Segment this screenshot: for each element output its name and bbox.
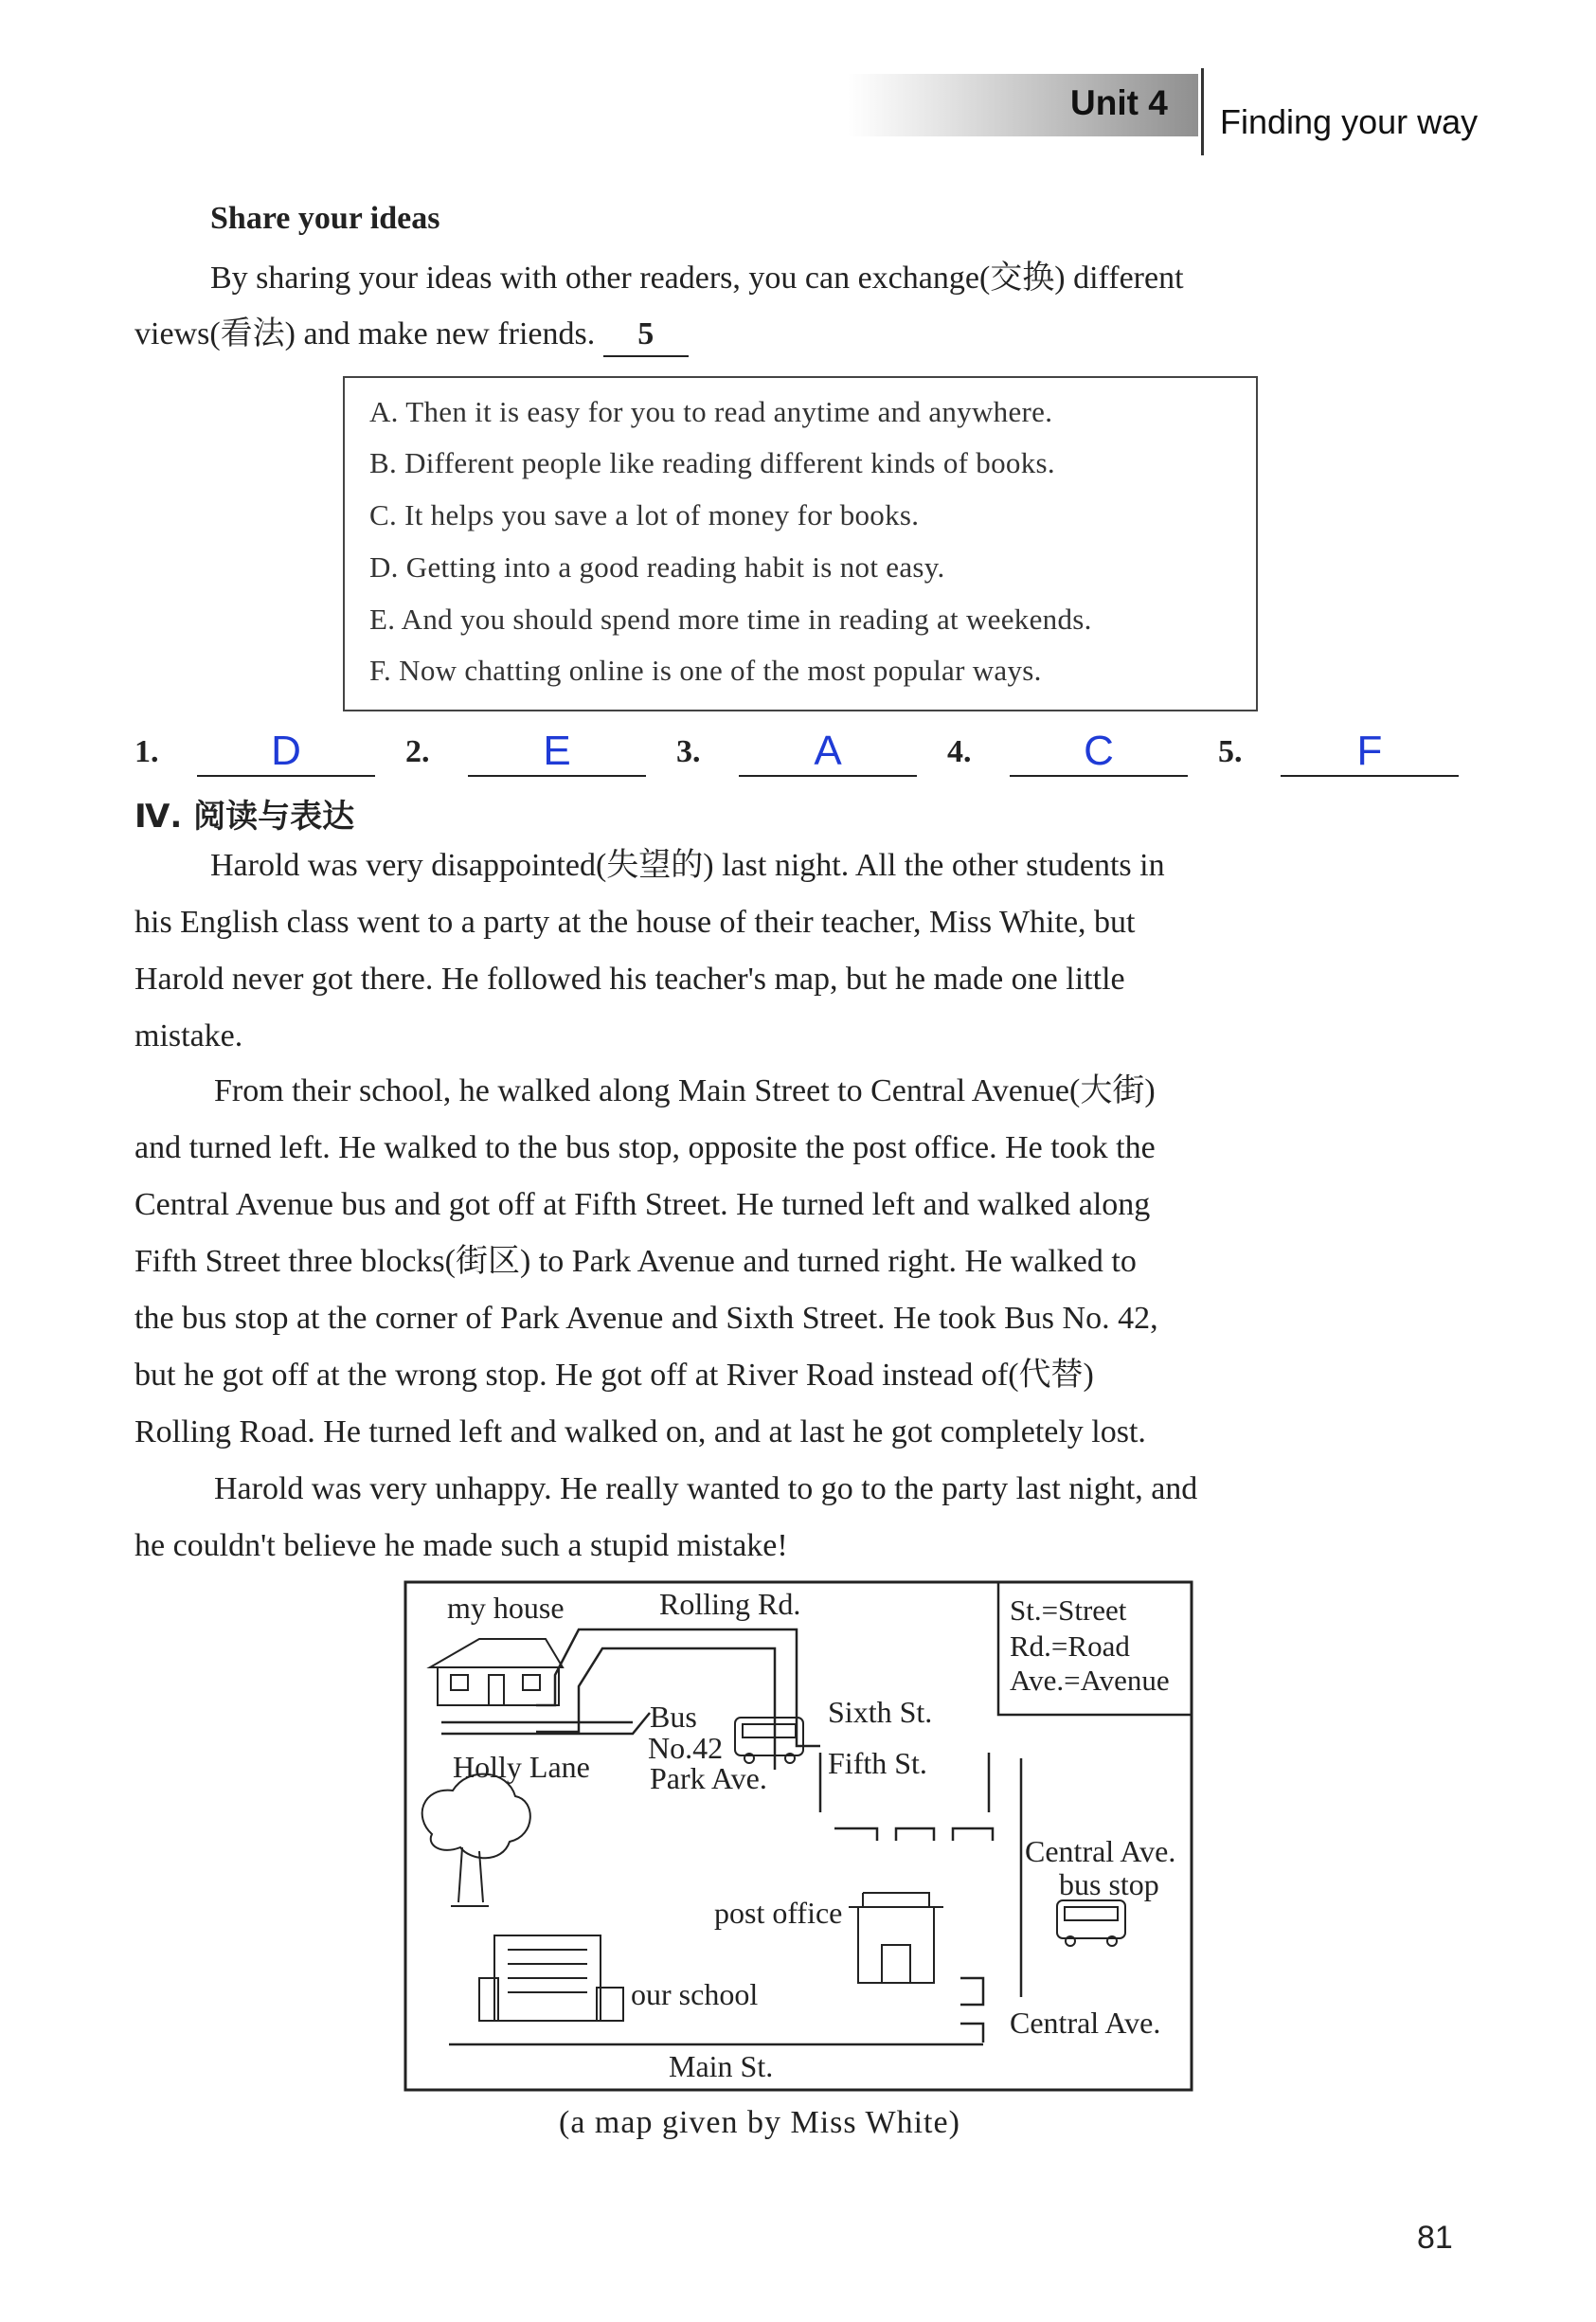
passage-p1-line-1: Harold was very disappointed(失望的) last night. All the other students in bbox=[210, 848, 1165, 883]
map-caption: (a map given by Miss White) bbox=[559, 2105, 960, 2140]
passage-p2-line-3: Central Avenue bus and got off at Fifth Street. He turned left and walked along bbox=[134, 1187, 1151, 1222]
answer-value-1: D bbox=[271, 728, 301, 774]
option-f: F. Now chatting online is one of the most popular ways. bbox=[369, 654, 1042, 687]
answer-value-2: E bbox=[543, 728, 571, 774]
passage-p3-line-1: Harold was very unhappy. He really wanted to go to the party last night, and bbox=[214, 1471, 1198, 1506]
label-fifth-st: Fifth St. bbox=[828, 1746, 927, 1780]
bus-icon bbox=[735, 1718, 803, 1763]
unit-title: Finding your way bbox=[1220, 102, 1479, 141]
answer-num-4: 4. bbox=[947, 734, 972, 769]
post-office-icon bbox=[849, 1893, 943, 1983]
tree-icon bbox=[422, 1774, 530, 1906]
answer-line-4 bbox=[1010, 775, 1188, 777]
option-a: A. Then it is easy for you to read anytime and anywhere. bbox=[369, 395, 1053, 428]
share-line-2-text: views(看法) and make new friends. bbox=[134, 316, 596, 351]
label-my-house: my house bbox=[447, 1591, 565, 1625]
label-no42: No.42 bbox=[648, 1731, 724, 1765]
school-icon bbox=[479, 1935, 623, 2021]
passage-p2-line-5: the bus stop at the corner of Park Avenue and Sixth Street. He took Bus No. 42, bbox=[134, 1301, 1158, 1336]
house-icon bbox=[430, 1639, 563, 1705]
label-post-office: post office bbox=[714, 1896, 843, 1930]
label-sixth-st: Sixth St. bbox=[828, 1695, 933, 1729]
passage-p2-line-6: but he got off at the wrong stop. He got off at River Road instead of(代替) bbox=[134, 1358, 1094, 1393]
legend-rd: Rd.=Road bbox=[1010, 1629, 1130, 1663]
passage-p1-line-2: his English class went to a party at the house of their teacher, Miss White, but bbox=[134, 905, 1136, 940]
share-blank-5: 5 bbox=[603, 314, 689, 357]
option-e: E. And you should spend more time in reading at weekends. bbox=[369, 603, 1092, 636]
share-line-1: By sharing your ideas with other readers, you can exchange(交换) different bbox=[210, 261, 1184, 296]
share-heading: Share your ideas bbox=[210, 201, 440, 236]
passage-p2-line-1: From their school, he walked along Main Street to Central Avenue(大街) bbox=[214, 1073, 1156, 1108]
label-our-school: our school bbox=[631, 1977, 759, 2011]
answer-num-1: 1. bbox=[134, 734, 159, 769]
answer-line-1 bbox=[197, 775, 375, 777]
sixth-street bbox=[797, 1711, 820, 1746]
option-d: D. Getting into a good reading habit is not easy. bbox=[369, 550, 945, 584]
section-title: Ⅳ. 阅读与表达 bbox=[134, 798, 355, 836]
passage-p3-line-2: he couldn't believe he made such a stupid mistake! bbox=[134, 1528, 788, 1563]
page-number: 81 bbox=[1417, 2220, 1453, 2256]
passage-p1-line-4: mistake. bbox=[134, 1018, 243, 1053]
label-central-ave: Central Ave. bbox=[1010, 2006, 1161, 2040]
route-map bbox=[403, 1580, 1195, 2094]
option-b: B. Different people like reading different kinds of books. bbox=[369, 446, 1055, 479]
answer-value-3: A bbox=[814, 728, 842, 774]
passage-p1-line-3: Harold never got there. He followed his teacher's map, but he made one little bbox=[134, 962, 1125, 997]
park-ave-blocks bbox=[834, 1828, 993, 1841]
answer-value-4: C bbox=[1084, 728, 1114, 774]
passage-p2-line-4: Fifth Street three blocks(街区) to Park Avenue and turned right. He walked to bbox=[134, 1244, 1137, 1279]
passage-p2-line-2: and turned left. He walked to the bus stop, opposite the post office. He took the bbox=[134, 1130, 1156, 1165]
label-holly-lane: Holly Lane bbox=[453, 1750, 590, 1784]
central-bus-icon bbox=[1057, 1900, 1125, 1946]
label-main-st: Main St. bbox=[669, 2049, 774, 2083]
label-bus-stop: bus stop bbox=[1059, 1867, 1159, 1901]
passage-p2-line-7: Rolling Road. He turned left and walked on, and at last he got completely lost. bbox=[134, 1414, 1146, 1449]
answer-line-5 bbox=[1281, 775, 1459, 777]
legend-st: St.=Street bbox=[1010, 1593, 1127, 1627]
label-central-ave-bus: Central Ave. bbox=[1025, 1834, 1176, 1868]
label-park-ave: Park Ave. bbox=[650, 1761, 767, 1795]
answer-num-3: 3. bbox=[676, 734, 701, 769]
share-line-2 bbox=[134, 306, 689, 363]
answer-line-3 bbox=[739, 775, 917, 777]
label-rolling-rd: Rolling Rd. bbox=[659, 1587, 801, 1621]
legend-ave: Ave.=Avenue bbox=[1010, 1664, 1170, 1697]
answer-num-5: 5. bbox=[1218, 734, 1243, 769]
label-bus: Bus bbox=[650, 1700, 697, 1734]
option-c: C. It helps you save a lot of money for books. bbox=[369, 498, 920, 531]
answer-line-2 bbox=[468, 775, 646, 777]
header-divider bbox=[1201, 68, 1204, 155]
answer-value-5: F bbox=[1356, 728, 1383, 774]
central-ave-corner bbox=[960, 1978, 983, 2043]
answer-num-2: 2. bbox=[405, 734, 430, 769]
unit-label: Unit 4 bbox=[1070, 83, 1168, 122]
